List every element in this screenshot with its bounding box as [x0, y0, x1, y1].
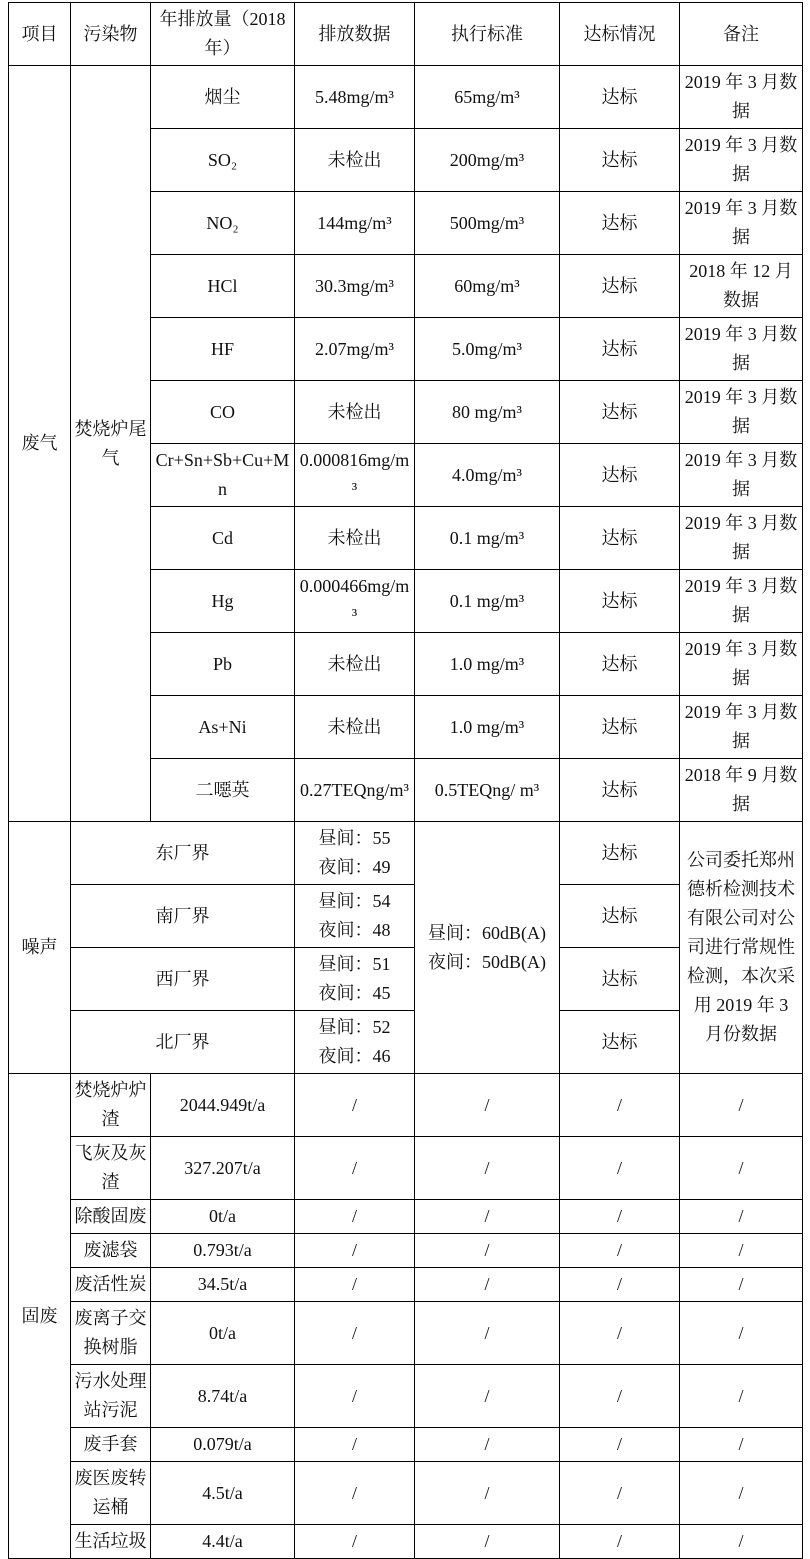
compliance-status: 达标 [560, 1011, 680, 1074]
emission-standard: 0.1 mg/m³ [415, 570, 560, 633]
remark: 2018 年 12 月数据 [680, 255, 803, 318]
solid-waste-name: 飞灰及灰渣 [71, 1137, 151, 1200]
pollutant-item: NO₂ [151, 192, 295, 255]
compliance-status: / [560, 1137, 680, 1200]
solid-waste-row [9, 1302, 803, 1365]
emission-standard: / [415, 1428, 560, 1462]
remark: 2019 年 3 月数据 [680, 381, 803, 444]
noise-location: 西厂界 [71, 948, 295, 1011]
emission-table [8, 2, 803, 1559]
emission-standard: / [415, 1302, 560, 1365]
compliance-status: 达标 [560, 381, 680, 444]
solid-waste-row [9, 1428, 803, 1462]
remark: / [680, 1234, 803, 1268]
emission-data: / [295, 1200, 415, 1234]
solid-waste-amount: 8.74t/a [151, 1365, 295, 1428]
emission-standard: 0.1 mg/m³ [415, 507, 560, 570]
compliance-status: 达标 [560, 885, 680, 948]
table-body [9, 3, 803, 1559]
header-annual-emission: 年排放量（2018 年） [151, 3, 295, 66]
remark: / [680, 1525, 803, 1559]
compliance-status: / [560, 1462, 680, 1525]
remark: 2018 年 9 月数据 [680, 759, 803, 822]
compliance-status: 达标 [560, 696, 680, 759]
emission-data: 2.07mg/m³ [295, 318, 415, 381]
noise-measurement [295, 885, 415, 948]
emission-data: 144mg/m³ [295, 192, 415, 255]
pollutant-item: CO [151, 381, 295, 444]
emission-data: / [295, 1428, 415, 1462]
compliance-status: / [560, 1074, 680, 1137]
noise-row [9, 822, 803, 885]
pollutant-item: Cr+Sn+Sb+Cu+Mn [151, 444, 295, 507]
solid-waste-row [9, 1137, 803, 1200]
remark: 2019 年 3 月数据 [680, 507, 803, 570]
compliance-status: 达标 [560, 633, 680, 696]
remark: 2019 年 3 月数据 [680, 570, 803, 633]
emission-data: 未检出 [295, 381, 415, 444]
noise-night-value: 夜间：49 [318, 857, 391, 877]
remark: / [680, 1462, 803, 1525]
emission-data: / [295, 1525, 415, 1559]
solid-waste-amount: 4.5t/a [151, 1462, 295, 1525]
noise-measurement [295, 822, 415, 885]
compliance-status: / [560, 1525, 680, 1559]
compliance-status: 达标 [560, 948, 680, 1011]
emission-standard: 200mg/m³ [415, 129, 560, 192]
remark: / [680, 1200, 803, 1234]
compliance-status: / [560, 1234, 680, 1268]
emission-standard: 1.0 mg/m³ [415, 696, 560, 759]
remark: / [680, 1074, 803, 1137]
solid-waste-row [9, 1200, 803, 1234]
emission-standard: / [415, 1200, 560, 1234]
emission-data: 0.000816mg/m³ [295, 444, 415, 507]
pollutant-item: HF [151, 318, 295, 381]
emission-data: / [295, 1137, 415, 1200]
remark: / [680, 1365, 803, 1428]
emission-data: 未检出 [295, 507, 415, 570]
solid-waste-amount: 34.5t/a [151, 1268, 295, 1302]
pollutant-item: SO₂ [151, 129, 295, 192]
solid-waste-category: 固废 [9, 1074, 71, 1559]
waste-gas-category: 废气 [9, 66, 71, 822]
solid-waste-amount: 0.793t/a [151, 1234, 295, 1268]
noise-day-value: 昼间：55 [318, 828, 391, 848]
remark: 2019 年 3 月数据 [680, 633, 803, 696]
solid-waste-row [9, 1462, 803, 1525]
noise-measurement [295, 948, 415, 1011]
solid-waste-name: 除酸固废 [71, 1200, 151, 1234]
header-standard: 执行标准 [415, 3, 560, 66]
noise-location: 北厂界 [71, 1011, 295, 1074]
solid-waste-row [9, 1268, 803, 1302]
remark: 2019 年 3 月数据 [680, 129, 803, 192]
solid-waste-name: 焚烧炉炉渣 [71, 1074, 151, 1137]
emission-standard: 60mg/m³ [415, 255, 560, 318]
noise-location: 东厂界 [71, 822, 295, 885]
compliance-status: 达标 [560, 66, 680, 129]
compliance-status: / [560, 1302, 680, 1365]
emission-data: 5.48mg/m³ [295, 66, 415, 129]
remark: / [680, 1268, 803, 1302]
solid-waste-name: 废离子交换树脂 [71, 1302, 151, 1365]
emission-data: 0.27TEQng/m³ [295, 759, 415, 822]
emission-standard: / [415, 1268, 560, 1302]
pollutant-item: HCl [151, 255, 295, 318]
solid-waste-name: 废手套 [71, 1428, 151, 1462]
noise-day-value: 昼间：51 [318, 954, 391, 974]
noise-day-value: 昼间：54 [318, 891, 391, 911]
pollutant-item: Cd [151, 507, 295, 570]
compliance-status: 达标 [560, 822, 680, 885]
noise-category: 噪声 [9, 822, 71, 1074]
compliance-status: / [560, 1268, 680, 1302]
solid-waste-name: 污水处理站污泥 [71, 1365, 151, 1428]
pollutant-item: Pb [151, 633, 295, 696]
solid-waste-row [9, 1074, 803, 1137]
compliance-status: / [560, 1200, 680, 1234]
emission-standard: / [415, 1234, 560, 1268]
emission-data: 0.000466mg/m³ [295, 570, 415, 633]
header-remarks: 备注 [680, 3, 803, 66]
compliance-status: 达标 [560, 444, 680, 507]
emission-standard: 5.0mg/m³ [415, 318, 560, 381]
noise-remark: 公司委托郑州德析检测技术有限公司对公司进行常规性检测，本次采用 2019 年 3 月份数据 [680, 822, 803, 1074]
pollutant-item: 烟尘 [151, 66, 295, 129]
compliance-status: 达标 [560, 507, 680, 570]
remark: / [680, 1137, 803, 1200]
pollutant-item: 二噁英 [151, 759, 295, 822]
solid-waste-name: 废滤袋 [71, 1234, 151, 1268]
emission-data: / [295, 1268, 415, 1302]
emission-data: 30.3mg/m³ [295, 255, 415, 318]
header-row [9, 3, 803, 66]
solid-waste-name: 废活性炭 [71, 1268, 151, 1302]
noise-night-value: 夜间：46 [318, 1046, 391, 1066]
emission-standard: 500mg/m³ [415, 192, 560, 255]
emission-standard: 65mg/m³ [415, 66, 560, 129]
noise-night-value: 夜间：48 [318, 920, 391, 940]
emission-data: / [295, 1234, 415, 1268]
solid-waste-amount: 0t/a [151, 1200, 295, 1234]
header-pollutant: 污染物 [71, 3, 151, 66]
emission-standard: 0.5TEQng/ m³ [415, 759, 560, 822]
emission-data: 未检出 [295, 696, 415, 759]
emission-standard: / [415, 1525, 560, 1559]
emission-standard: / [415, 1462, 560, 1525]
solid-waste-amount: 0t/a [151, 1302, 295, 1365]
solid-waste-amount: 0.079t/a [151, 1428, 295, 1462]
remark: 2019 年 3 月数据 [680, 318, 803, 381]
emission-data: / [295, 1074, 415, 1137]
remark: 2019 年 3 月数据 [680, 66, 803, 129]
emission-standard: 80 mg/m³ [415, 381, 560, 444]
solid-waste-name: 废医废转运桶 [71, 1462, 151, 1525]
emission-data: 未检出 [295, 129, 415, 192]
remark: / [680, 1428, 803, 1462]
noise-measurement [295, 1011, 415, 1074]
noise-standard: 昼间：60dB(A) 夜间：50dB(A) [415, 822, 560, 1074]
solid-waste-row [9, 1365, 803, 1428]
pollutant-item: Hg [151, 570, 295, 633]
solid-waste-row [9, 1525, 803, 1559]
solid-waste-row [9, 1234, 803, 1268]
emission-standard: 4.0mg/m³ [415, 444, 560, 507]
compliance-status: / [560, 1428, 680, 1462]
compliance-status: 达标 [560, 129, 680, 192]
noise-night-value: 夜间：45 [318, 983, 391, 1003]
waste-gas-source: 焚烧炉尾气 [71, 66, 151, 822]
compliance-status: 达标 [560, 255, 680, 318]
compliance-status: 达标 [560, 192, 680, 255]
emission-data: / [295, 1302, 415, 1365]
emission-standard: 1.0 mg/m³ [415, 633, 560, 696]
solid-waste-amount: 4.4t/a [151, 1525, 295, 1559]
solid-waste-amount: 2044.949t/a [151, 1074, 295, 1137]
header-emission-data: 排放数据 [295, 3, 415, 66]
emission-standard: / [415, 1074, 560, 1137]
compliance-status: 达标 [560, 570, 680, 633]
pollutant-item: As+Ni [151, 696, 295, 759]
compliance-status: / [560, 1365, 680, 1428]
remark: 2019 年 3 月数据 [680, 444, 803, 507]
remark: / [680, 1302, 803, 1365]
emission-standard: / [415, 1137, 560, 1200]
waste-gas-row [9, 66, 803, 129]
compliance-status: 达标 [560, 759, 680, 822]
emission-standard: / [415, 1365, 560, 1428]
remark: 2019 年 3 月数据 [680, 192, 803, 255]
emission-data: / [295, 1462, 415, 1525]
noise-location: 南厂界 [71, 885, 295, 948]
emission-data: / [295, 1365, 415, 1428]
solid-waste-amount: 327.207t/a [151, 1137, 295, 1200]
compliance-status: 达标 [560, 318, 680, 381]
solid-waste-name: 生活垃圾 [71, 1525, 151, 1559]
remark: 2019 年 3 月数据 [680, 696, 803, 759]
emission-data: 未检出 [295, 633, 415, 696]
header-compliance: 达标情况 [560, 3, 680, 66]
noise-day-value: 昼间：52 [318, 1017, 391, 1037]
header-project: 项目 [9, 3, 71, 66]
